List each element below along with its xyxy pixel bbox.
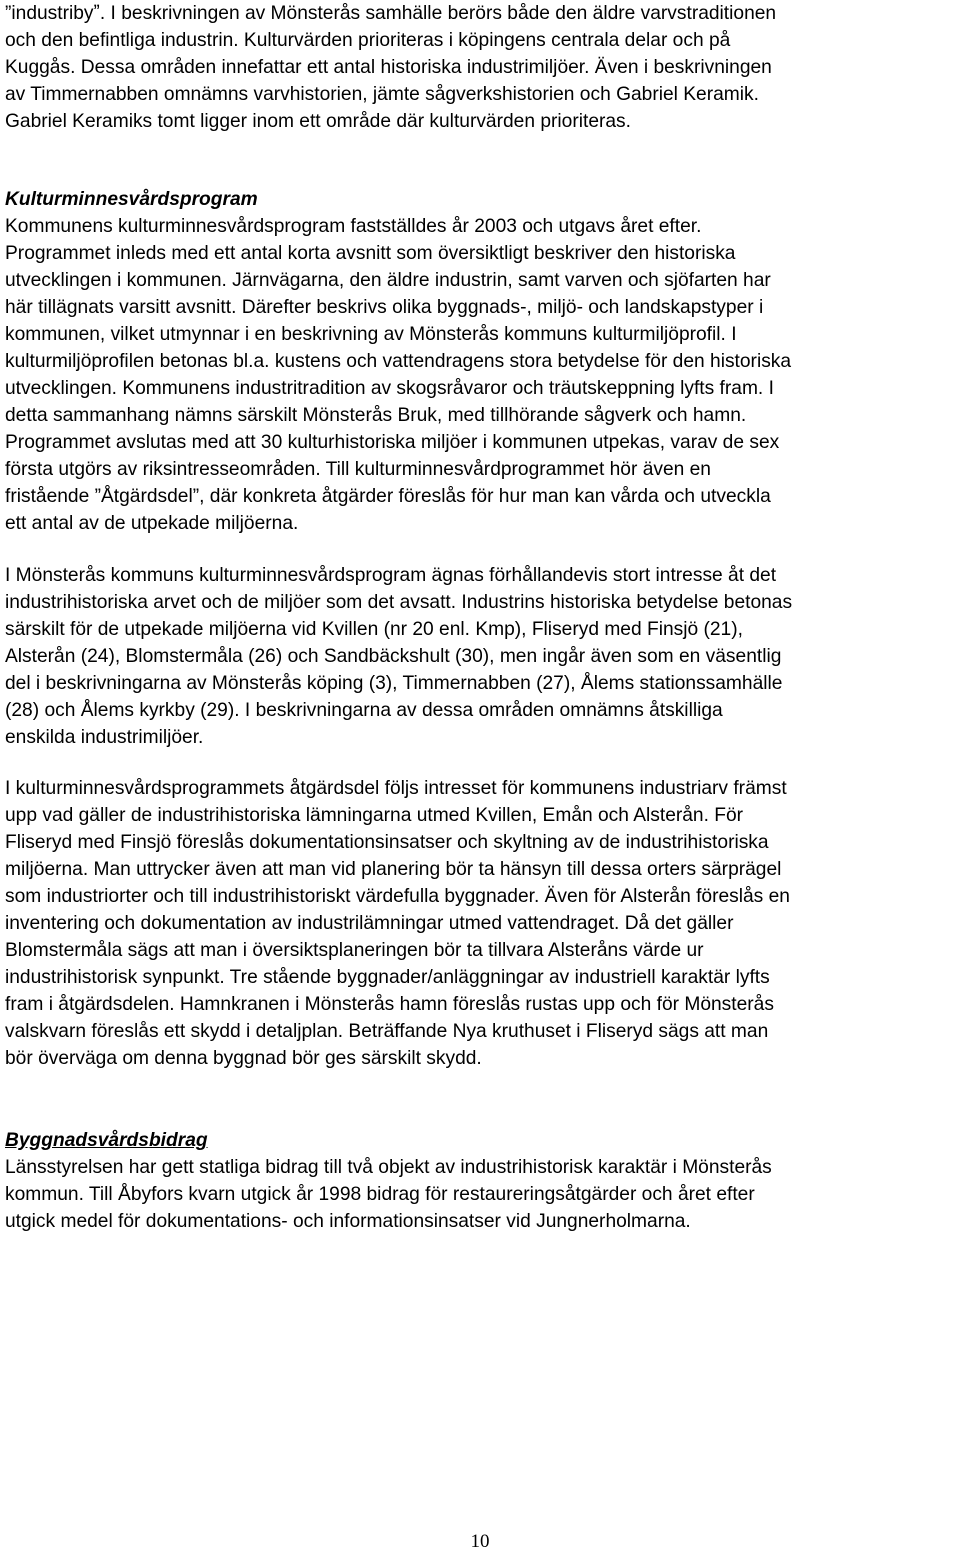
text-line: kommun. Till Åbyfors kvarn utgick år 1998 bidrag för restaureringsåtgärder och året efter bbox=[5, 1184, 755, 1205]
text-line: bör överväga om denna byggnad bör ges särskilt skydd. bbox=[5, 1048, 482, 1069]
text-line: ”industribyˮ. I beskrivningen av Mönsterås samhälle berörs både den äldre varvstraditionen bbox=[5, 3, 777, 24]
text-line: I kulturminnesvårdsprogrammets åtgärdsdel följs intresset för kommunens industriarv främst bbox=[5, 778, 787, 799]
page-number: 10 bbox=[470, 1531, 490, 1552]
text-line: detta sammanhang nämns särskilt Mönsterås Bruk, med tillhörande sågverk och hamn. bbox=[5, 405, 747, 426]
text-line: industrihistorisk synpunkt. Tre stående byggnader/anläggningar av industriell karaktär lyfts bbox=[5, 967, 770, 988]
text-line: Blomstermåla sägs att man i översiktsplaneringen bör ta tillvara Alsteråns värde ur bbox=[5, 940, 704, 961]
section-heading: Byggnadsvårdsbidrag bbox=[5, 1130, 208, 1151]
text-line: industrihistoriska arvet och de miljöer som det avsatt. Industrins historiska betydelse betonas bbox=[5, 592, 793, 613]
text-line: utvecklingen. Kommunens industritradition av skogsråvaror och träutskeppning lyfts fram. I bbox=[5, 378, 774, 399]
text-line: Länsstyrelsen har gett statliga bidrag till två objekt av industrihistorisk karaktär i Mönsterås bbox=[5, 1157, 772, 1178]
text-line: fristående ”Åtgärdsdel”, där konkreta åtgärder föreslås för hur man kan vårda och utveckla bbox=[5, 486, 771, 507]
text-line: Fliseryd med Finsjö föreslås dokumentationsinsatser och skyltning av de industrihistoriska bbox=[5, 832, 769, 853]
section-byggnadsvardsbidrag bbox=[5, 1127, 772, 1235]
paragraph-industrihistoriska-arvet bbox=[5, 562, 792, 751]
text-line: särskilt för de utpekade miljöerna vid Kvillen (nr 20 enl. Kmp), Fliseryd med Finsjö (21), bbox=[5, 619, 743, 640]
text-line: fram i åtgärdsdelen. Hamnkranen i Mönsterås hamn föreslås rustas upp och för Mönsterås bbox=[5, 994, 774, 1015]
text-line: inventering och dokumentation av industrilämningar utmed vattendraget. Då det gäller bbox=[5, 913, 734, 934]
text-line: här tillägnats varsitt avsnitt. Därefter beskrivs olika byggnads-, miljö- och landskapstyper i bbox=[5, 297, 764, 318]
text-line: kulturmiljöprofilen betonas bl.a. kustens och vattendragens stora betydelse för den historiska bbox=[5, 351, 792, 372]
text-line: miljöerna. Man uttrycker även att man vid planering bör ta hänsyn till dessa orters särprägel bbox=[5, 859, 782, 880]
text-line: utgick medel för dokumentations- och informationsinsatser vid Jungnerholmarna. bbox=[5, 1211, 691, 1232]
paragraph-atgardsdel bbox=[5, 775, 790, 1072]
text-line: Programmet inleds med ett antal korta avsnitt som översiktligt beskriver den historiska bbox=[5, 243, 736, 264]
text-line: Kommunens kulturminnesvårdsprogram fastställdes år 2003 och utgavs året efter. bbox=[5, 216, 702, 237]
text-line: av Timmernabben omnämns varvhistorien, jämte sågverkshistorien och Gabriel Keramik. bbox=[5, 84, 759, 105]
text-line: ett antal av de utpekade miljöerna. bbox=[5, 513, 299, 534]
text-line: I Mönsterås kommuns kulturminnesvårdsprogram ägnas förhållandevis stort intresse åt det bbox=[5, 565, 777, 586]
text-line: utvecklingen i kommunen. Järnvägarna, den äldre industrin, samt varven och sjöfarten har bbox=[5, 270, 771, 291]
text-line: Programmet avslutas med att 30 kulturhistoriska miljöer i kommunen utpekas, varav de sex bbox=[5, 432, 780, 453]
section-kulturminnesvardsprogram bbox=[5, 186, 791, 537]
text-line: upp vad gäller de industrihistoriska lämningarna utmed Kvillen, Emån och Alsterån. För bbox=[5, 805, 744, 826]
section-heading: Kulturminnesvårdsprogram bbox=[5, 189, 258, 210]
text-line: enskilda industrimiljöer. bbox=[5, 727, 204, 748]
text-line: som industriorter och till industrihistoriskt värdefulla byggnader. Även för Alsterån föreslås en bbox=[5, 886, 790, 907]
text-line: Alsterån (24), Blomstermåla (26) och Sandbäckshult (30), men ingår även som en väsentlig bbox=[5, 646, 782, 667]
text-line: första utgörs av riksintresseområden. Till kulturminnesvårdprogrammet hör även en bbox=[5, 459, 711, 480]
text-line: kommunen, vilket utmynnar i en beskrivning av Mönsterås kommuns kulturmiljöprofil. I bbox=[5, 324, 737, 345]
paragraph-industriby bbox=[5, 0, 776, 135]
text-line: Kuggås. Dessa områden innefattar ett antal historiska industrimiljöer. Även i beskrivningen bbox=[5, 57, 772, 78]
text-line: valskvarn föreslås ett skydd i detaljplan. Beträffande Nya kruthuset i Fliseryd sägs att man bbox=[5, 1021, 769, 1042]
text-line: (28) och Ålems kyrkby (29). I beskrivningarna av dessa områden omnämns åtskilliga bbox=[5, 700, 723, 721]
text-line: del i beskrivningarna av Mönsterås köping (3), Timmernabben (27), Ålems stationssamhälle bbox=[5, 673, 783, 694]
text-line: och den befintliga industrin. Kulturvärden prioriteras i köpingens centrala delar och på bbox=[5, 30, 731, 51]
text-line: Gabriel Keramiks tomt ligger inom ett område där kulturvärden prioriteras. bbox=[5, 111, 631, 132]
